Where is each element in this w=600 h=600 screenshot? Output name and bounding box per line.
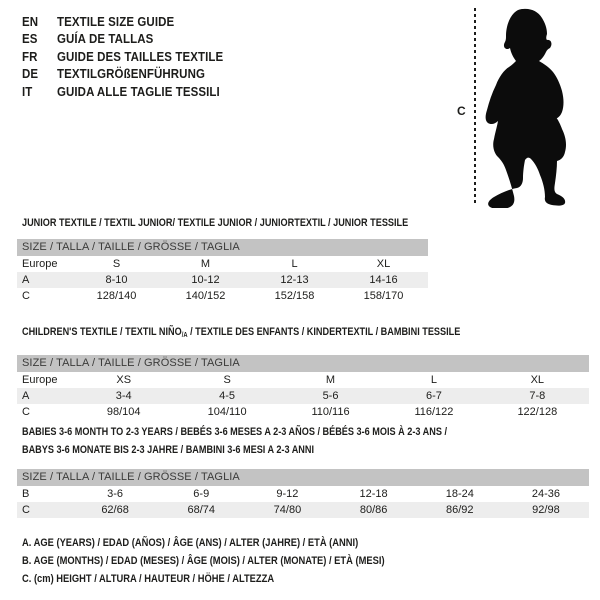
language-header — [22, 13, 223, 101]
row-label: B — [22, 488, 30, 500]
language-row — [22, 66, 223, 84]
language-row — [22, 48, 223, 66]
row-label: C — [22, 504, 30, 516]
table-cell: 5-6 — [322, 390, 339, 402]
table-cell: 3-4 — [115, 390, 132, 402]
baby-silhouette-icon — [483, 6, 569, 208]
footnotes — [22, 534, 385, 588]
table-cell: 80/86 — [359, 504, 388, 516]
table-title-text: /A — [181, 332, 188, 339]
table-cell: 6-7 — [425, 390, 442, 402]
table-title-text: / TEXTILE DES ENFANTS / KINDERTEXTIL / BAMBINI TESSILE — [187, 326, 461, 338]
language-row — [22, 83, 223, 101]
language-title: GUIDA ALLE TAGLIE TESSILI — [56, 84, 220, 99]
table-row — [17, 256, 428, 272]
childrens-textile-table — [17, 324, 589, 420]
row-label: C — [22, 290, 30, 302]
table-title-text: BABIES 3-6 MONTH TO 2-3 YEARS / BEBÉS 3-6 MESES A 2-3 AÑOS / BÉBÉS 3-6 MOIS À 2-3 ANS / — [22, 426, 447, 438]
table-cell: 9-12 — [276, 488, 299, 500]
language-code: ES — [22, 32, 38, 47]
table-cell: L — [291, 258, 298, 270]
table-cell: 68/74 — [187, 504, 216, 516]
table-title-line — [22, 441, 493, 459]
table-cell: 10-12 — [191, 274, 220, 286]
table-title — [22, 324, 493, 344]
footnote: A. AGE (YEARS) / EDAD (AÑOS) / ÂGE (ANS) / ALTER (JAHRE) / ETÀ (ANNI) — [22, 537, 359, 549]
language-code: IT — [22, 84, 33, 99]
footnote: C. (cm) HEIGHT / ALTURA / HAUTEUR / HÖHE / ALTEZZA — [22, 573, 275, 585]
table-cell: 122/128 — [517, 406, 558, 418]
row-label: Europe — [22, 374, 58, 386]
table-cell: 4-5 — [219, 390, 236, 402]
table-title-text: JUNIOR TEXTILE / TEXTIL JUNIOR/ TEXTILE JUNIOR / JUNIORTEXTIL / JUNIOR TESSILE — [22, 217, 409, 229]
table-cell: 14-16 — [369, 274, 398, 286]
table-title — [22, 215, 409, 231]
table-row — [17, 272, 428, 288]
footnote: B. AGE (MONTHS) / EDAD (MESES) / ÂGE (MOIS) / ALTER (MONATE) / ETÀ (MESI) — [22, 555, 385, 567]
table-title-line — [22, 423, 493, 441]
language-row — [22, 13, 223, 31]
language-row — [22, 31, 223, 49]
table-row — [17, 372, 589, 388]
size-header-bar: SIZE / TALLA / TAILLE / GRÖSSE / TAGLIA — [17, 239, 428, 256]
table-cell: L — [430, 374, 437, 386]
table-cell: M — [200, 258, 211, 270]
table-cell: 128/140 — [96, 290, 137, 302]
height-measure-line — [474, 8, 476, 204]
table-cell: 98/104 — [106, 406, 141, 418]
table-row — [17, 288, 428, 304]
table-cell: 6-9 — [193, 488, 210, 500]
table-cell: 62/68 — [101, 504, 129, 516]
table-cell: XL — [376, 258, 391, 270]
table-cell: 74/80 — [273, 504, 302, 516]
language-title: GUÍA DE TALLAS — [56, 32, 154, 47]
table-cell: 116/122 — [414, 406, 454, 418]
language-code: DE — [22, 67, 39, 82]
table-cell: 104/110 — [207, 406, 247, 418]
table-title — [22, 423, 493, 459]
size-header-bar: SIZE / TALLA / TAILLE / GRÖSSE / TAGLIA — [17, 469, 589, 486]
table-row — [17, 502, 589, 518]
language-code: EN — [22, 14, 39, 29]
table-row — [17, 404, 589, 420]
table-row — [17, 486, 589, 502]
table-cell: 12-18 — [359, 488, 388, 500]
table-cell: 12-13 — [280, 274, 309, 286]
table-cell: 3-6 — [107, 488, 124, 500]
table-cell: M — [325, 374, 336, 386]
table-cell: S — [112, 258, 121, 270]
size-header-bar: SIZE / TALLA / TAILLE / GRÖSSE / TAGLIA — [17, 355, 589, 372]
table-title-text: BABYS 3-6 MONATE BIS 2-3 JAHRE / BAMBINI 3-6 MESI A 2-3 ANNI — [22, 444, 315, 456]
table-cell: 7-8 — [529, 390, 546, 402]
junior-textile-table — [17, 215, 428, 304]
table-cell: 92/98 — [532, 504, 560, 516]
table-cell: 158/170 — [363, 290, 404, 302]
row-label: A — [22, 274, 30, 286]
row-label: Europe — [22, 258, 58, 270]
babies-textile-table — [17, 423, 589, 518]
table-row — [17, 388, 589, 404]
table-cell: 152/158 — [274, 290, 315, 302]
table-title-text: CHILDREN'S TEXTILE / TEXTIL NIÑO — [22, 326, 182, 338]
table-cell: 8-10 — [105, 274, 128, 286]
table-title-line — [22, 215, 409, 231]
table-cell: 110/116 — [311, 406, 350, 418]
table-cell: 24-36 — [531, 488, 561, 500]
table-cell: XS — [116, 374, 132, 386]
table-cell: 140/152 — [185, 290, 226, 302]
language-title: TEXTILGRÖßENFÜHRUNG — [56, 67, 206, 82]
table-cell: S — [223, 374, 231, 386]
language-title: GUIDE DES TAILLES TEXTILE — [56, 49, 224, 64]
row-label: C — [22, 406, 30, 418]
table-title-line — [22, 324, 493, 344]
language-title: TEXTILE SIZE GUIDE — [56, 14, 175, 29]
language-code: FR — [22, 49, 38, 64]
row-label: A — [22, 390, 30, 402]
table-cell: 18-24 — [445, 488, 474, 500]
height-label: C — [457, 104, 466, 118]
table-cell: XL — [530, 374, 545, 386]
table-cell: 86/92 — [446, 504, 474, 516]
